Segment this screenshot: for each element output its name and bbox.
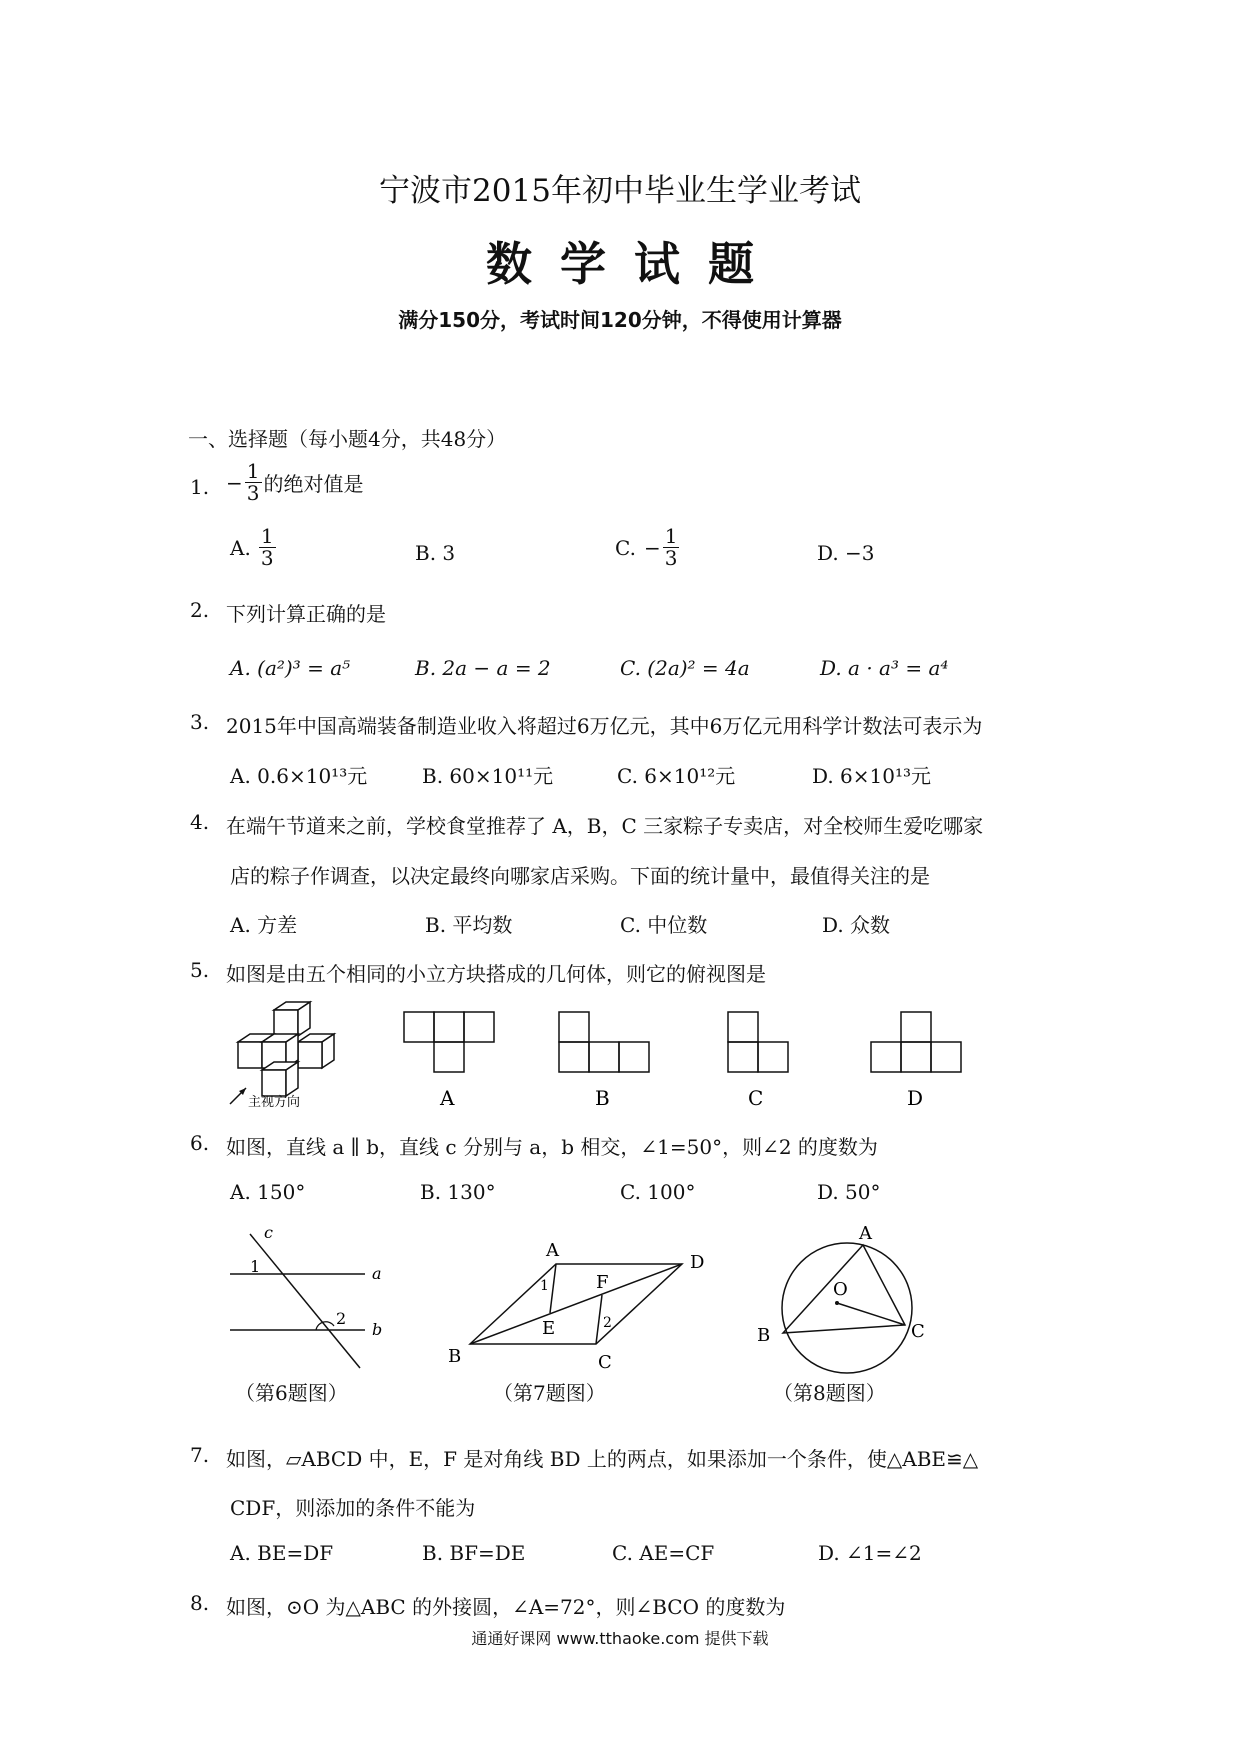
q1-c-numerator: 1 bbox=[664, 524, 678, 548]
q7-number: 7. bbox=[190, 1443, 210, 1467]
fig7-caption: （第7题图） bbox=[493, 1381, 606, 1405]
q5-isometric-figure bbox=[228, 998, 353, 1108]
q1-a-numerator: 1 bbox=[260, 524, 274, 548]
q7-option-a: A. BE=DF bbox=[230, 1541, 334, 1565]
fig7-parallelogram bbox=[440, 1228, 720, 1378]
cube-front-front bbox=[262, 1070, 286, 1096]
q4-option-a: A. 方差 bbox=[230, 913, 298, 937]
fig7-label-1: 1 bbox=[540, 1278, 549, 1294]
q1-frac-numerator: 1 bbox=[246, 459, 260, 483]
q1-c-label: C. bbox=[615, 535, 636, 560]
fig7-label-e: E bbox=[542, 1318, 556, 1339]
fig7-label-c: C bbox=[598, 1352, 612, 1373]
q7-text-line2: CDF，则添加的条件不能为 bbox=[230, 1496, 476, 1520]
q5-label-c: C bbox=[748, 1086, 764, 1110]
q1-a-denominator: 3 bbox=[260, 546, 274, 570]
fig6-label-2: 2 bbox=[336, 1309, 347, 1328]
q6-option-c: C. 100° bbox=[620, 1180, 696, 1204]
q6-option-a: A. 150° bbox=[230, 1180, 306, 1204]
q1-option-c bbox=[615, 526, 681, 569]
q3-option-b: B. 60×10¹¹元 bbox=[422, 764, 554, 788]
q1-a-fraction bbox=[259, 526, 276, 569]
q1-option-a bbox=[230, 526, 278, 569]
q6-number: 6. bbox=[190, 1131, 210, 1155]
fig7-label-b: B bbox=[448, 1346, 462, 1367]
fig8-label-b: B bbox=[757, 1325, 771, 1346]
fig6-caption: （第6题图） bbox=[235, 1381, 348, 1405]
q5-number: 5. bbox=[190, 958, 210, 982]
q5-option-b-figure bbox=[555, 1010, 655, 1110]
q5-option-c-figure bbox=[724, 1010, 804, 1110]
center-o-point bbox=[835, 1301, 839, 1305]
q1-stem bbox=[226, 461, 364, 504]
q3-text: 2015年中国高端装备制造业收入将超过6万亿元，其中6万亿元用科学计数法可表示为 bbox=[226, 714, 983, 738]
q1-option-b: B. 3 bbox=[415, 541, 456, 565]
q1-number: 1. bbox=[190, 475, 210, 499]
fig6-label-1: 1 bbox=[250, 1257, 261, 1276]
fig7-label-d: D bbox=[690, 1252, 705, 1273]
cube-left-front bbox=[238, 1042, 262, 1068]
fig8-label-a: A bbox=[859, 1225, 872, 1244]
q8-number: 8. bbox=[190, 1591, 210, 1615]
q3-number: 3. bbox=[190, 710, 210, 734]
q1-option-d: D. −3 bbox=[817, 541, 875, 565]
q6-text: 如图，直线 a ∥ b，直线 c 分别与 a，b 相交，∠1=50°，则∠2 的度数为 bbox=[226, 1135, 878, 1159]
section-heading: 一、选择题（每小题4分，共48分） bbox=[188, 427, 507, 451]
q3-option-a: A. 0.6×10¹³元 bbox=[230, 764, 368, 788]
fig8-label-o: O bbox=[833, 1279, 848, 1300]
fig6-label-b: b bbox=[372, 1320, 383, 1339]
fig8-caption: （第8题图） bbox=[773, 1381, 886, 1405]
q7-option-c: C. AE=CF bbox=[612, 1541, 715, 1565]
q2-number: 2. bbox=[190, 598, 210, 622]
q4-option-b: B. 平均数 bbox=[425, 913, 513, 937]
q6-option-b: B. 130° bbox=[420, 1180, 496, 1204]
line-c bbox=[250, 1234, 360, 1368]
q4-number: 4. bbox=[190, 810, 210, 834]
q1-c-denominator: 3 bbox=[664, 546, 678, 570]
fig6-label-c: c bbox=[264, 1223, 273, 1242]
q5-label-b: B bbox=[595, 1086, 610, 1110]
q1-text: 的绝对值是 bbox=[263, 472, 364, 496]
q1-a-label: A. bbox=[230, 535, 251, 560]
cube-back-front bbox=[274, 1010, 298, 1036]
q3-option-d: D. 6×10¹³元 bbox=[812, 764, 932, 788]
segment-ae bbox=[550, 1264, 556, 1313]
q2-text: 下列计算正确的是 bbox=[226, 602, 386, 626]
q4-text-line1: 在端午节道来之前，学校食堂推荐了 A，B，C 三家粽子专卖店，对全校师生爱吃哪家 bbox=[226, 814, 984, 838]
subject-title: 数学试题 bbox=[486, 237, 782, 291]
fig6-parallel-lines bbox=[220, 1222, 400, 1372]
q3-option-c: C. 6×10¹²元 bbox=[617, 764, 736, 788]
q2-option-b: B. 2a − a = 2 bbox=[415, 656, 551, 680]
cube-right-front bbox=[298, 1042, 322, 1068]
q6-option-d: D. 50° bbox=[817, 1180, 881, 1204]
q7-option-b: B. BF=DE bbox=[422, 1541, 526, 1565]
fig7-label-a: A bbox=[546, 1240, 559, 1261]
exam-title: 宁波市2015年初中毕业生学业考试 bbox=[379, 173, 861, 209]
exam-notice: 满分150分，考试时间120分钟，不得使用计算器 bbox=[398, 308, 842, 332]
fig7-label-2: 2 bbox=[603, 1315, 612, 1331]
q5-option-a-figure bbox=[400, 1010, 500, 1110]
diagonal-bd bbox=[470, 1264, 682, 1344]
q1-c-minus: − bbox=[643, 535, 661, 560]
q5-text: 如图是由五个相同的小立方块搭成的几何体，则它的俯视图是 bbox=[226, 962, 766, 986]
q1-c-fraction bbox=[663, 526, 680, 569]
view-direction-label: 主视方向 bbox=[248, 1095, 301, 1108]
q7-text-line1: 如图，▱ABCD 中，E，F 是对角线 BD 上的两点，如果添加一个条件，使△ABE≌△ bbox=[226, 1447, 979, 1471]
q4-option-c: C. 中位数 bbox=[620, 913, 708, 937]
fig7-label-f: F bbox=[596, 1272, 609, 1293]
q1-frac-denominator: 3 bbox=[246, 481, 260, 505]
q1-fraction bbox=[245, 461, 262, 504]
q2-option-d: D. a · a³ = a⁴ bbox=[820, 656, 949, 680]
q1-minus: − bbox=[226, 470, 243, 495]
q5-label-d: D bbox=[907, 1086, 924, 1110]
footer-credit: 通通好课网 www.tthaoke.com 提供下载 bbox=[471, 1629, 769, 1648]
q5-label-a: A bbox=[440, 1086, 455, 1110]
q4-option-d: D. 众数 bbox=[822, 913, 891, 937]
q2-option-c: C. (2a)² = 4a bbox=[620, 656, 750, 680]
q8-text: 如图，⊙O 为△ABC 的外接圆，∠A=72°，则∠BCO 的度数为 bbox=[226, 1595, 786, 1619]
fig8-label-c: C bbox=[911, 1321, 925, 1342]
fig6-label-a: a bbox=[372, 1264, 382, 1283]
q7-option-d: D. ∠1=∠2 bbox=[818, 1541, 922, 1565]
q4-text-line2: 店的粽子作调查，以决定最终向哪家店采购。下面的统计量中，最值得关注的是 bbox=[230, 864, 930, 888]
segment-cf bbox=[596, 1295, 602, 1344]
q2-option-a: A. (a²)³ = a⁵ bbox=[230, 656, 351, 680]
q5-option-d-figure bbox=[867, 1010, 967, 1110]
fig8-circumcircle bbox=[755, 1225, 945, 1375]
